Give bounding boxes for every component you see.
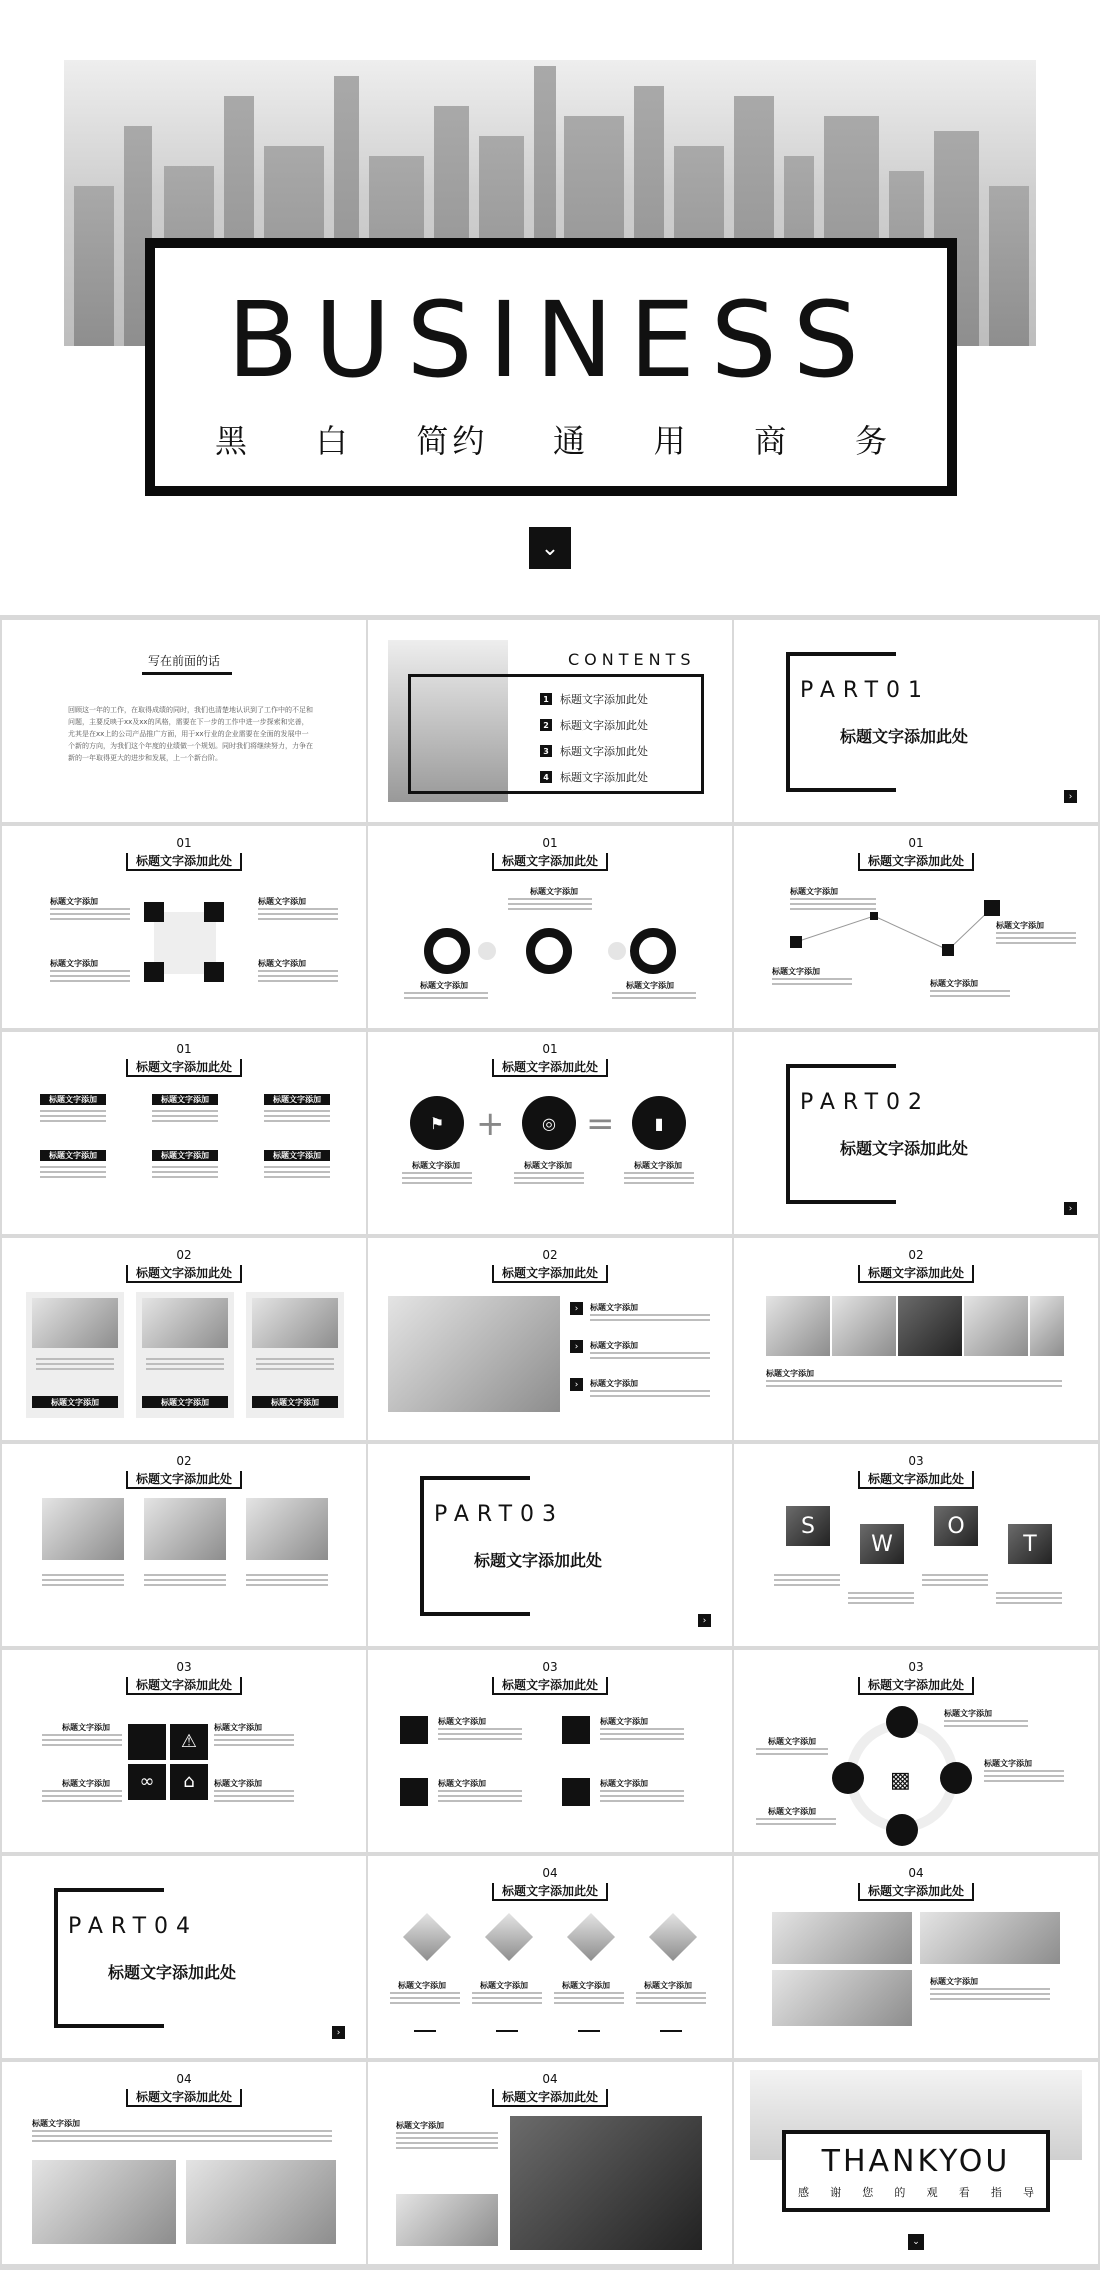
item-label: 标题文字添加	[258, 959, 306, 968]
preface-body: 回顾这一年的工作，在取得成绩的同时，我们也清楚地认识到了工作中的不足和问题，主要反映于xx及xx的风格，需要在下一步的工作中进一步探索和完善，尤其是在xx上的公司产品推广方面，用于xx行业的企业需要在全面的发展中一个新的方向，为我们这个年度的业绩做一个规划。同时我们将继续努力，力争在新的一年取得更大的进步和发展，上一个新台阶。	[68, 706, 313, 762]
section-number: 02	[908, 1248, 924, 1262]
chevron-right-icon: ›	[570, 1340, 583, 1353]
section-number: 01	[176, 1042, 192, 1056]
part-label: PART04	[68, 1914, 202, 1939]
item-label: 标题文字添加	[50, 959, 98, 968]
contents-slide[interactable]	[368, 620, 732, 822]
content-slide[interactable]	[368, 1650, 732, 1852]
content-slide[interactable]	[734, 1856, 1098, 2058]
section-title: 标题文字添加此处	[492, 2089, 608, 2107]
swot-slide[interactable]	[734, 1444, 1098, 1646]
content-slide[interactable]	[2, 1032, 366, 1234]
item-label: 标题文字添加	[62, 1723, 110, 1732]
laptop-photo	[920, 1912, 1060, 1964]
people-photo	[832, 1296, 896, 1356]
item-label: 标题文字添加	[600, 1717, 648, 1726]
map-icon: ⚑	[410, 1096, 464, 1150]
section-title: 标题文字添加此处	[492, 1059, 608, 1077]
section-title: 标题文字添加此处	[858, 853, 974, 871]
section-number: 01	[908, 836, 924, 850]
contents-number: 3	[540, 745, 552, 757]
hero-subtitle-char: 约	[452, 422, 485, 460]
section-number: 03	[542, 1660, 558, 1674]
chevron-right-icon: ›	[570, 1378, 583, 1391]
hero-title: BUSINESS	[227, 279, 875, 401]
section-title: 标题文字添加此处	[858, 1883, 974, 1901]
part-slide[interactable]	[734, 1032, 1098, 1234]
item-label: 标题文字添加	[62, 1779, 110, 1788]
section-title: 标题文字添加此处	[126, 853, 242, 871]
meeting-photo	[144, 1498, 226, 1560]
thankyou-char: 谢	[830, 2186, 842, 2199]
swot-letter: T	[1008, 1524, 1052, 1564]
item-label: 标题文字添加	[50, 897, 98, 906]
chevron-right-icon: ›	[570, 1302, 583, 1315]
drop-icon	[204, 902, 224, 922]
content-slide[interactable]	[368, 2062, 732, 2264]
part-label: PART03	[434, 1502, 568, 1527]
thankyou-char: 观	[926, 2186, 938, 2199]
item-label: 标题文字添加	[768, 1807, 816, 1816]
part-slide[interactable]	[734, 620, 1098, 822]
contents-number: 1	[540, 693, 552, 705]
part-title: 标题文字添加此处	[840, 727, 969, 746]
equals-icon: =	[586, 1104, 615, 1144]
item-label: 标题文字添加	[634, 1161, 682, 1170]
thankyou-title: THANKYOU	[821, 2144, 1011, 2179]
section-title: 标题文字添加此处	[492, 1883, 608, 1901]
hero-subtitle-char: 商	[754, 422, 787, 460]
content-slide[interactable]	[734, 1650, 1098, 1852]
content-slide[interactable]	[2, 2062, 366, 2264]
laptop-photo	[388, 1296, 560, 1412]
item-label: 标题文字添加	[524, 1161, 572, 1170]
contents-title: CONTENTS	[568, 650, 696, 669]
content-slide[interactable]	[368, 1856, 732, 2058]
contents-item[interactable]: 标题文字添加此处	[560, 771, 648, 784]
item-label: 标题文字添加	[944, 1709, 992, 1718]
part-label: PART01	[800, 678, 934, 703]
item-label: 标题文字添加	[930, 1977, 978, 1986]
section-title: 标题文字添加此处	[858, 1471, 974, 1489]
section-number: 04	[542, 2072, 558, 2086]
item-label: 标题文字添加	[152, 1150, 218, 1161]
content-slide[interactable]	[368, 1032, 732, 1234]
thumb-icon	[144, 902, 164, 922]
section-number: 01	[176, 836, 192, 850]
section-title: 标题文字添加此处	[858, 1677, 974, 1695]
section-number: 02	[176, 1248, 192, 1262]
office-window-photo	[32, 2160, 176, 2244]
section-title: 标题文字添加此处	[126, 1677, 242, 1695]
thankyou-char: 看	[958, 2186, 970, 2199]
item-label: 标题文字添加	[264, 1150, 330, 1161]
circle-marker	[424, 928, 470, 974]
location-icon	[400, 1778, 428, 1806]
section-title: 标题文字添加此处	[126, 2089, 242, 2107]
swot-letter: S	[786, 1506, 830, 1546]
item-label: 标题文字添加	[252, 1396, 338, 1408]
tools-icon	[144, 962, 164, 982]
contents-item[interactable]: 标题文字添加此处	[560, 745, 648, 758]
item-label: 标题文字添加	[772, 967, 820, 976]
chevron-right-icon[interactable]: ›	[1064, 1202, 1077, 1215]
people-photo	[898, 1296, 962, 1356]
pyramid-icon	[562, 1716, 590, 1744]
hero-subtitle-char: 白	[315, 422, 348, 460]
thankyou-char: 指	[990, 2186, 1002, 2199]
team-photo	[252, 1298, 338, 1348]
target-icon: ◎	[522, 1096, 576, 1150]
meeting-photo	[246, 1498, 328, 1560]
content-slide[interactable]	[2, 1238, 366, 1440]
workspace-photo	[510, 2116, 702, 2250]
preface-title: 写在前面的话	[147, 654, 220, 668]
item-label: 标题文字添加	[530, 887, 578, 896]
desk-photo	[396, 2194, 498, 2246]
chevron-right-icon[interactable]: ›	[698, 1614, 711, 1627]
meeting-photo	[42, 1498, 124, 1560]
handshake-photo	[186, 2160, 336, 2244]
section-title: 标题文字添加此处	[126, 1471, 242, 1489]
chevron-right-icon[interactable]: ›	[1064, 790, 1077, 803]
section-number: 03	[176, 1660, 192, 1674]
hero-subtitle-char: 黑	[215, 422, 248, 460]
section-number: 02	[542, 1248, 558, 1262]
item-label: 标题文字添加	[264, 1094, 330, 1105]
item-label: 标题文字添加	[930, 979, 978, 988]
part-title: 标题文字添加此处	[840, 1139, 969, 1158]
person-photo	[403, 1913, 451, 1961]
part-title: 标题文字添加此处	[108, 1963, 237, 1982]
item-label: 标题文字添加	[396, 2121, 444, 2130]
item-label: 标题文字添加	[258, 897, 306, 906]
item-label: 标题文字添加	[40, 1094, 106, 1105]
thankyou-char: 您	[862, 2186, 874, 2199]
plus-icon: +	[476, 1104, 505, 1144]
team-photo	[772, 1970, 912, 2026]
content-slide[interactable]	[734, 826, 1098, 1028]
swot-letter: O	[934, 1506, 978, 1546]
item-label: 标题文字添加	[438, 1779, 486, 1788]
home-icon: ⌂	[170, 1764, 208, 1800]
person-photo	[649, 1913, 697, 1961]
item-label: 标题文字添加	[768, 1737, 816, 1746]
people-photo	[766, 1296, 830, 1356]
chart-icon: ▮	[632, 1096, 686, 1150]
section-number: 02	[176, 1454, 192, 1468]
item-label: 标题文字添加	[790, 887, 838, 896]
item-label: 标题文字添加	[644, 1981, 692, 1990]
item-label: 标题文字添加	[152, 1094, 218, 1105]
hero-subtitle-char: 用	[653, 422, 686, 460]
item-label: 标题文字添加	[590, 1341, 638, 1350]
circle-marker	[630, 928, 676, 974]
office-photo	[772, 1912, 912, 1964]
content-slide[interactable]	[2, 1650, 366, 1852]
item-label: 标题文字添加	[420, 981, 468, 990]
section-title: 标题文字添加此处	[126, 1059, 242, 1077]
people-photo	[964, 1296, 1028, 1356]
title-frame	[145, 238, 957, 496]
contents-number: 4	[540, 771, 552, 783]
section-title: 标题文字添加此处	[492, 853, 608, 871]
item-label: 标题文字添加	[438, 1717, 486, 1726]
item-label: 标题文字添加	[996, 921, 1044, 930]
bar-chart-icon	[128, 1724, 166, 1760]
section-title: 标题文字添加此处	[492, 1265, 608, 1283]
content-slide[interactable]	[368, 826, 732, 1028]
item-label: 标题文字添加	[590, 1379, 638, 1388]
section-number: 04	[176, 2072, 192, 2086]
contents-number: 2	[540, 719, 552, 731]
thankyou-subtitle	[798, 2184, 1034, 2200]
item-label: 标题文字添加	[40, 1150, 106, 1161]
item-label: 标题文字添加	[412, 1161, 460, 1170]
section-number: 01	[542, 1042, 558, 1056]
section-number: 03	[908, 1660, 924, 1674]
link-icon: ∞	[128, 1764, 166, 1800]
item-label: 标题文字添加	[214, 1779, 262, 1788]
person-photo	[485, 1913, 533, 1961]
swot-letter: W	[860, 1524, 904, 1564]
section-title: 标题文字添加此处	[858, 1265, 974, 1283]
preface-slide[interactable]	[2, 620, 366, 822]
chevron-down-icon[interactable]: ⌄	[908, 2234, 924, 2250]
item-label: 标题文字添加	[626, 981, 674, 990]
chevron-down-icon[interactable]: ⌄	[529, 527, 571, 569]
hero-subtitle-char: 务	[854, 422, 887, 460]
contents-item[interactable]: 标题文字添加此处	[560, 719, 648, 732]
warning-icon: ⚠	[170, 1724, 208, 1760]
part-title: 标题文字添加此处	[474, 1551, 603, 1570]
thankyou-char: 导	[1022, 2186, 1034, 2199]
hero-subtitle-char: 简	[416, 422, 449, 460]
team-photo	[32, 1298, 118, 1348]
cover-slide	[0, 0, 1100, 615]
section-number: 04	[908, 1866, 924, 1880]
section-number: 01	[542, 836, 558, 850]
section-number: 04	[542, 1866, 558, 1880]
item-label: 标题文字添加	[214, 1723, 262, 1732]
map-icon	[562, 1778, 590, 1806]
chevron-right-icon[interactable]: ›	[332, 2026, 345, 2039]
person-photo	[567, 1913, 615, 1961]
item-label: 标题文字添加	[766, 1369, 814, 1378]
item-label: 标题文字添加	[32, 1396, 118, 1408]
content-slide[interactable]	[2, 1444, 366, 1646]
gear-icon	[204, 962, 224, 982]
part-slide[interactable]	[2, 1856, 366, 2058]
section-number: 03	[908, 1454, 924, 1468]
content-slide[interactable]	[2, 826, 366, 1028]
section-title: 标题文字添加此处	[126, 1265, 242, 1283]
content-slide[interactable]	[734, 1238, 1098, 1440]
thankyou-char: 的	[894, 2186, 906, 2199]
team-photo	[142, 1298, 228, 1348]
item-label: 标题文字添加	[600, 1779, 648, 1788]
item-label: 标题文字添加	[590, 1303, 638, 1312]
item-label: 标题文字添加	[562, 1981, 610, 1990]
content-slide[interactable]	[368, 1238, 732, 1440]
contents-item[interactable]: 标题文字添加此处	[560, 693, 648, 706]
item-label: 标题文字添加	[480, 1981, 528, 1990]
people-photo	[1030, 1296, 1064, 1356]
hero-subtitle	[215, 416, 887, 462]
part-label: PART02	[800, 1090, 934, 1115]
section-title: 标题文字添加此处	[492, 1677, 608, 1695]
item-label: 标题文字添加	[142, 1396, 228, 1408]
thankyou-slide[interactable]	[734, 2062, 1098, 2264]
circle-marker	[526, 928, 572, 974]
part-slide[interactable]	[368, 1444, 732, 1646]
computer-icon: ▩	[890, 1768, 911, 1793]
item-label: 标题文字添加	[984, 1759, 1032, 1768]
hero-subtitle-char: 通	[552, 422, 585, 460]
item-label: 标题文字添加	[398, 1981, 446, 1990]
item-label: 标题文字添加	[32, 2119, 80, 2128]
thankyou-char: 感	[798, 2186, 809, 2199]
cloud-icon	[400, 1716, 428, 1744]
